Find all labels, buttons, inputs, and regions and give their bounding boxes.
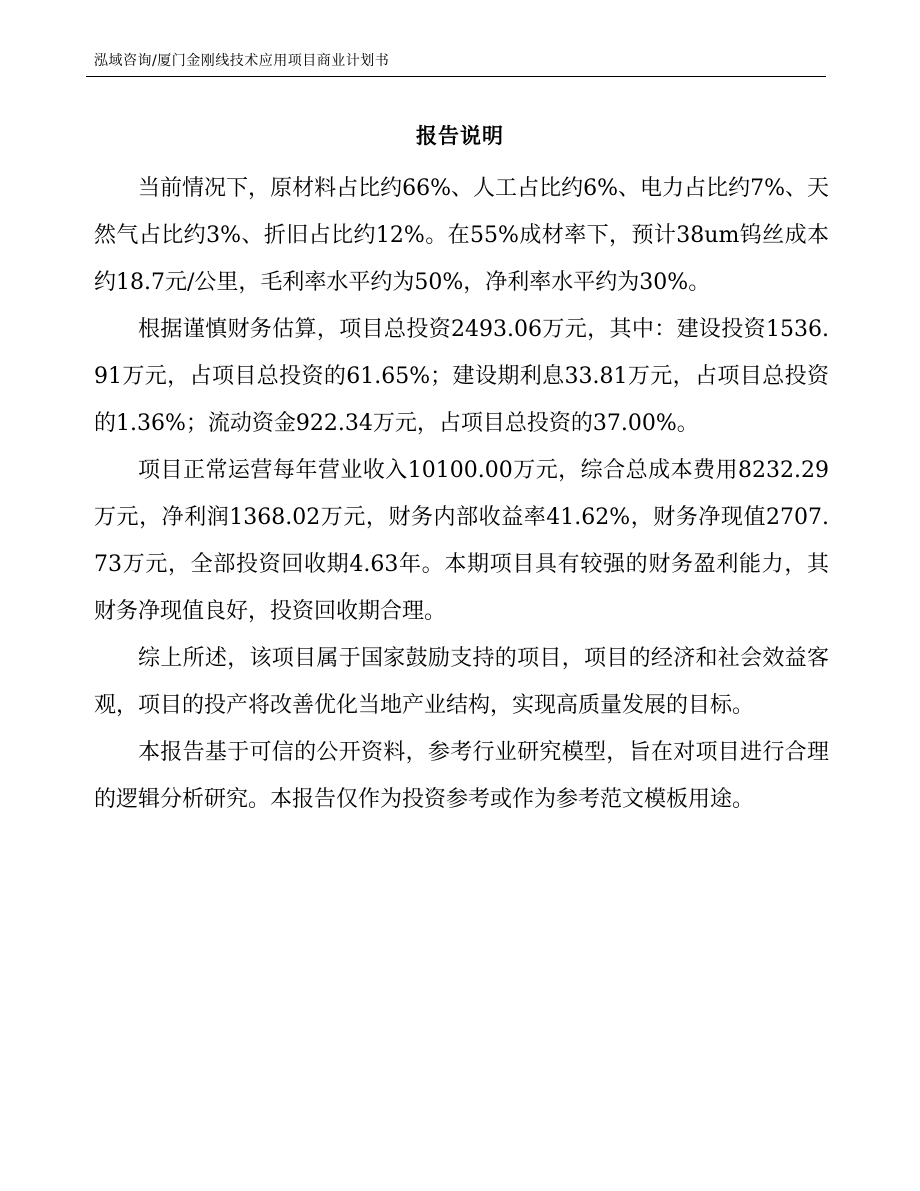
section-title: 报告说明: [416, 124, 504, 148]
paragraph-disclaimer: 本报告基于可信的公开资料，参考行业研究模型，旨在对项目进行合理的逻辑分析研究。本报告仅作为投资参考或作为参考范文模板用途。: [94, 740, 829, 812]
paragraph-revenue: 项目正常运营每年营业收入10100.00万元，综合总成本费用8232.29万元，净利润1368.02万元，财务内部收益率41.62%，财务净现值2707.73万元，全部投资回收期4.63年。本期项目具有较强的财务盈利能力，其财务净现值良好，投资回收期合理。: [94, 458, 829, 624]
report-body: [94, 165, 829, 823]
running-header: 泓域咨询/厦门金刚线技术应用项目商业计划书: [94, 53, 390, 69]
paragraph-conclusion: 综上所述，该项目属于国家鼓励支持的项目，项目的经济和社会效益客观，项目的投产将改善优化当地产业结构，实现高质量发展的目标。: [94, 646, 829, 718]
paragraph-investment: 根据谨慎财务估算，项目总投资2493.06万元，其中：建设投资1536.91万元，占项目总投资的61.65%；建设期利息33.81万元，占项目总投资的1.36%；流动资金922.34万元，占项目总投资的37.00%。: [94, 317, 829, 436]
paragraph-cost-structure: 当前情况下，原材料占比约66%、人工占比约6%、电力占比约7%、天然气占比约3%、折旧占比约12%。在55%成材率下，预计38um钨丝成本约18.7元/公里，毛利率水平约为50%，净利率水平约为30%。: [94, 176, 829, 295]
header-divider: [86, 76, 826, 77]
